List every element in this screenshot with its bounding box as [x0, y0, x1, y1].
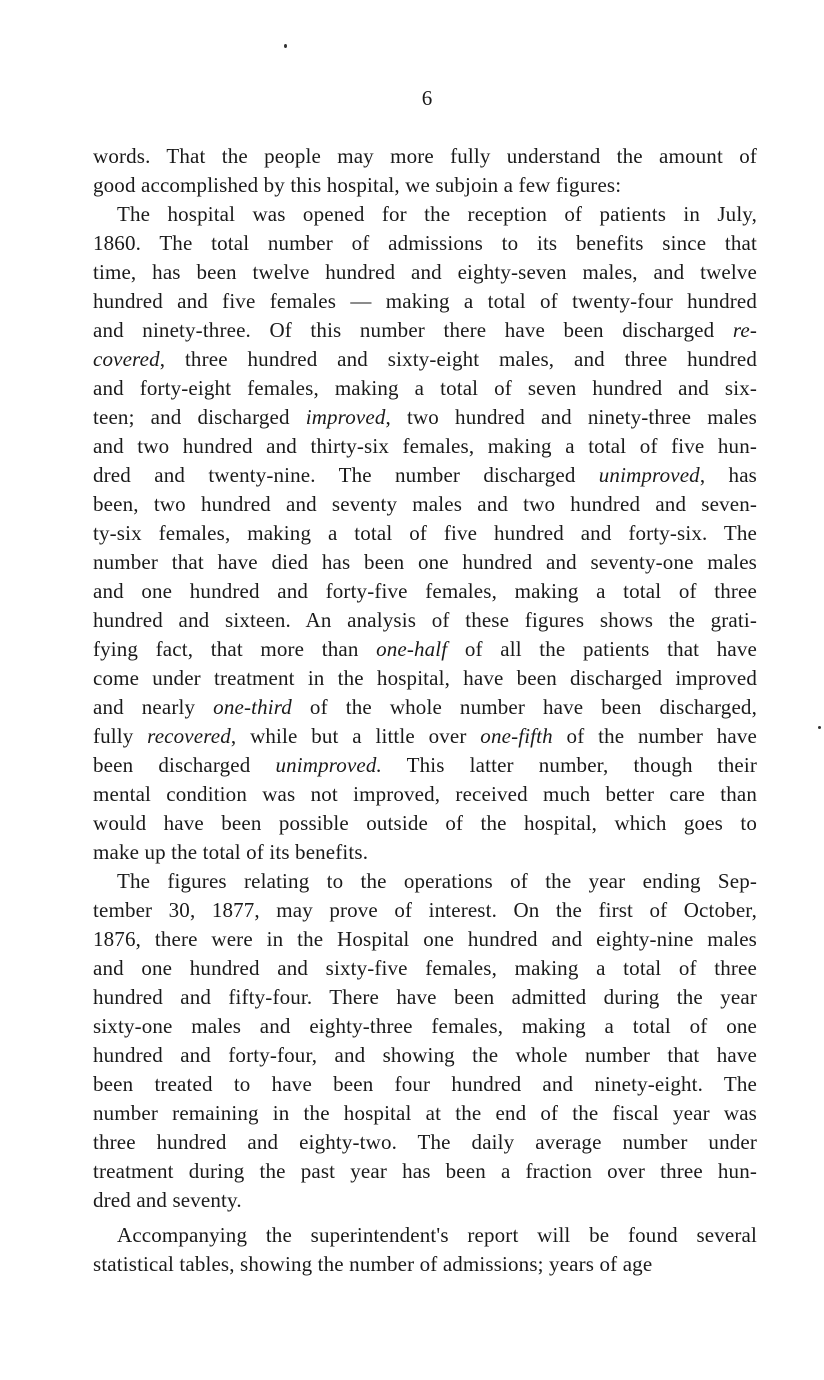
- text-run: would have been possible outside of the hospital, which goes to: [93, 811, 757, 835]
- italic-run: one-fifth: [480, 724, 553, 748]
- italic-run: one-half: [376, 637, 448, 661]
- italic-run: re-: [732, 318, 757, 342]
- text-line: [93, 432, 757, 461]
- text-run: and one hundred and forty-five females, making a total of three: [93, 579, 757, 603]
- body-text: [93, 142, 757, 1279]
- italic-run: one-third: [213, 695, 292, 719]
- text-run: Accompanying the superintendent's report will be found several: [117, 1223, 757, 1247]
- text-line: [93, 142, 757, 171]
- text-run: statistical tables, showing the number of admissions; years of age: [93, 1252, 653, 1276]
- paragraph: [93, 200, 757, 867]
- text-run: three hundred and eighty-two. The daily average number under: [93, 1130, 757, 1154]
- text-run: , while but a little over: [230, 724, 481, 748]
- text-line: [93, 171, 757, 200]
- text-run: of the number have: [552, 724, 757, 748]
- text-run: of all the patients that have: [447, 637, 758, 661]
- paragraph: [93, 142, 757, 200]
- text-line: [93, 809, 757, 838]
- text-line: [93, 229, 757, 258]
- text-line: [93, 577, 757, 606]
- text-run: been treated to have been four hundred and ninety-eight. The: [93, 1072, 757, 1096]
- text-line: [93, 316, 757, 345]
- text-line: [93, 345, 757, 374]
- text-run: words. That the people may more fully understand the amount of: [93, 144, 757, 168]
- text-run: and nearly: [93, 695, 214, 719]
- text-run: hundred and sixteen. An analysis of these figures shows the grati-: [93, 608, 757, 632]
- text-line: [93, 693, 757, 722]
- text-line: [93, 954, 757, 983]
- text-line: [93, 1012, 757, 1041]
- text-run: hundred and forty-four, and showing the whole number that have: [93, 1043, 757, 1067]
- text-run: and two hundred and thirty-six females, making a total of five hun-: [93, 434, 757, 458]
- text-line: [93, 1250, 757, 1279]
- text-run: 1876, there were in the Hospital one hundred and eighty-nine males: [93, 927, 757, 951]
- text-line: [93, 1070, 757, 1099]
- text-line: [93, 548, 757, 577]
- text-line: [93, 722, 757, 751]
- text-line: [93, 461, 757, 490]
- text-run: dred and twenty-nine. The number discharged: [93, 463, 599, 487]
- text-line: [93, 867, 757, 896]
- text-run: and forty-eight females, making a total of seven hundred and six-: [93, 376, 757, 400]
- text-run: mental condition was not improved, received much better care than: [93, 782, 757, 806]
- text-run: and one hundred and sixty-five females, making a total of three: [93, 956, 757, 980]
- text-run: , three hundred and sixty-eight males, and three hundred: [159, 347, 757, 371]
- text-line: [93, 1041, 757, 1070]
- text-run: make up the total of its benefits.: [93, 840, 369, 864]
- text-run: , has: [699, 463, 757, 487]
- text-run: number remaining in the hospital at the end of the fiscal year was: [93, 1101, 757, 1125]
- text-line: [93, 1186, 757, 1215]
- text-line: [93, 838, 757, 867]
- text-run: number that have died has been one hundred and seventy-one males: [93, 550, 757, 574]
- text-run: fying fact, that more than: [93, 637, 377, 661]
- text-line: [93, 1221, 757, 1250]
- italic-run: improved: [305, 405, 386, 429]
- page-number: 6: [421, 86, 433, 110]
- text-line: [93, 403, 757, 432]
- text-run: , two hundred and ninety-three males: [385, 405, 757, 429]
- text-run: ty-six females, making a total of five hundred and forty-six. The: [93, 521, 757, 545]
- text-run: tember 30, 1877, may prove of interest. On the first of October,: [93, 898, 757, 922]
- text-line: [93, 664, 757, 693]
- text-line: [93, 606, 757, 635]
- paragraph: [93, 867, 757, 1215]
- ink-speck: [284, 44, 287, 48]
- text-run: been, two hundred and seventy males and two hundred and seven-: [93, 492, 757, 516]
- text-run: dred and seventy.: [93, 1188, 242, 1212]
- text-line: [93, 287, 757, 316]
- text-run: come under treatment in the hospital, have been discharged improved: [93, 666, 757, 690]
- text-line: [93, 896, 757, 925]
- text-run: treatment during the past year has been a fraction over three hun-: [93, 1159, 757, 1183]
- text-run: This latter number, though their: [381, 753, 758, 777]
- text-line: [93, 1099, 757, 1128]
- text-line: [93, 925, 757, 954]
- text-run: good accomplished by this hospital, we subjoin a few figures:: [93, 173, 622, 197]
- text-run: been discharged: [93, 753, 276, 777]
- ink-speck: [818, 726, 821, 729]
- text-line: [93, 1157, 757, 1186]
- text-line: [93, 490, 757, 519]
- text-line: [93, 983, 757, 1012]
- text-run: teen; and discharged: [93, 405, 306, 429]
- text-line: [93, 1128, 757, 1157]
- text-run: The figures relating to the operations of the year ending Sep-: [117, 869, 757, 893]
- italic-run: recovered: [147, 724, 231, 748]
- text-run: and ninety-three. Of this number there have been discharged: [93, 318, 733, 342]
- text-line: [93, 200, 757, 229]
- text-run: sixty-one males and eighty-three females, making a total of one: [93, 1014, 757, 1038]
- text-run: time, has been twelve hundred and eighty-seven males, and twelve: [93, 260, 757, 284]
- text-run: hundred and five females — making a total of twenty-four hundred: [93, 289, 757, 313]
- text-run: fully: [93, 724, 148, 748]
- italic-run: unimproved.: [275, 753, 382, 777]
- text-line: [93, 258, 757, 287]
- paragraph: [93, 1221, 757, 1279]
- italic-run: unimproved: [598, 463, 700, 487]
- italic-run: covered: [93, 347, 160, 371]
- text-run: hundred and fifty-four. There have been admitted during the year: [93, 985, 757, 1009]
- text-line: [93, 635, 757, 664]
- text-run: The hospital was opened for the reception of patients in July,: [117, 202, 757, 226]
- text-line: [93, 519, 757, 548]
- text-line: [93, 780, 757, 809]
- text-line: [93, 374, 757, 403]
- text-run: of the whole number have been discharged,: [291, 695, 757, 719]
- text-run: 1860. The total number of admissions to its benefits since that: [93, 231, 757, 255]
- text-line: [93, 751, 757, 780]
